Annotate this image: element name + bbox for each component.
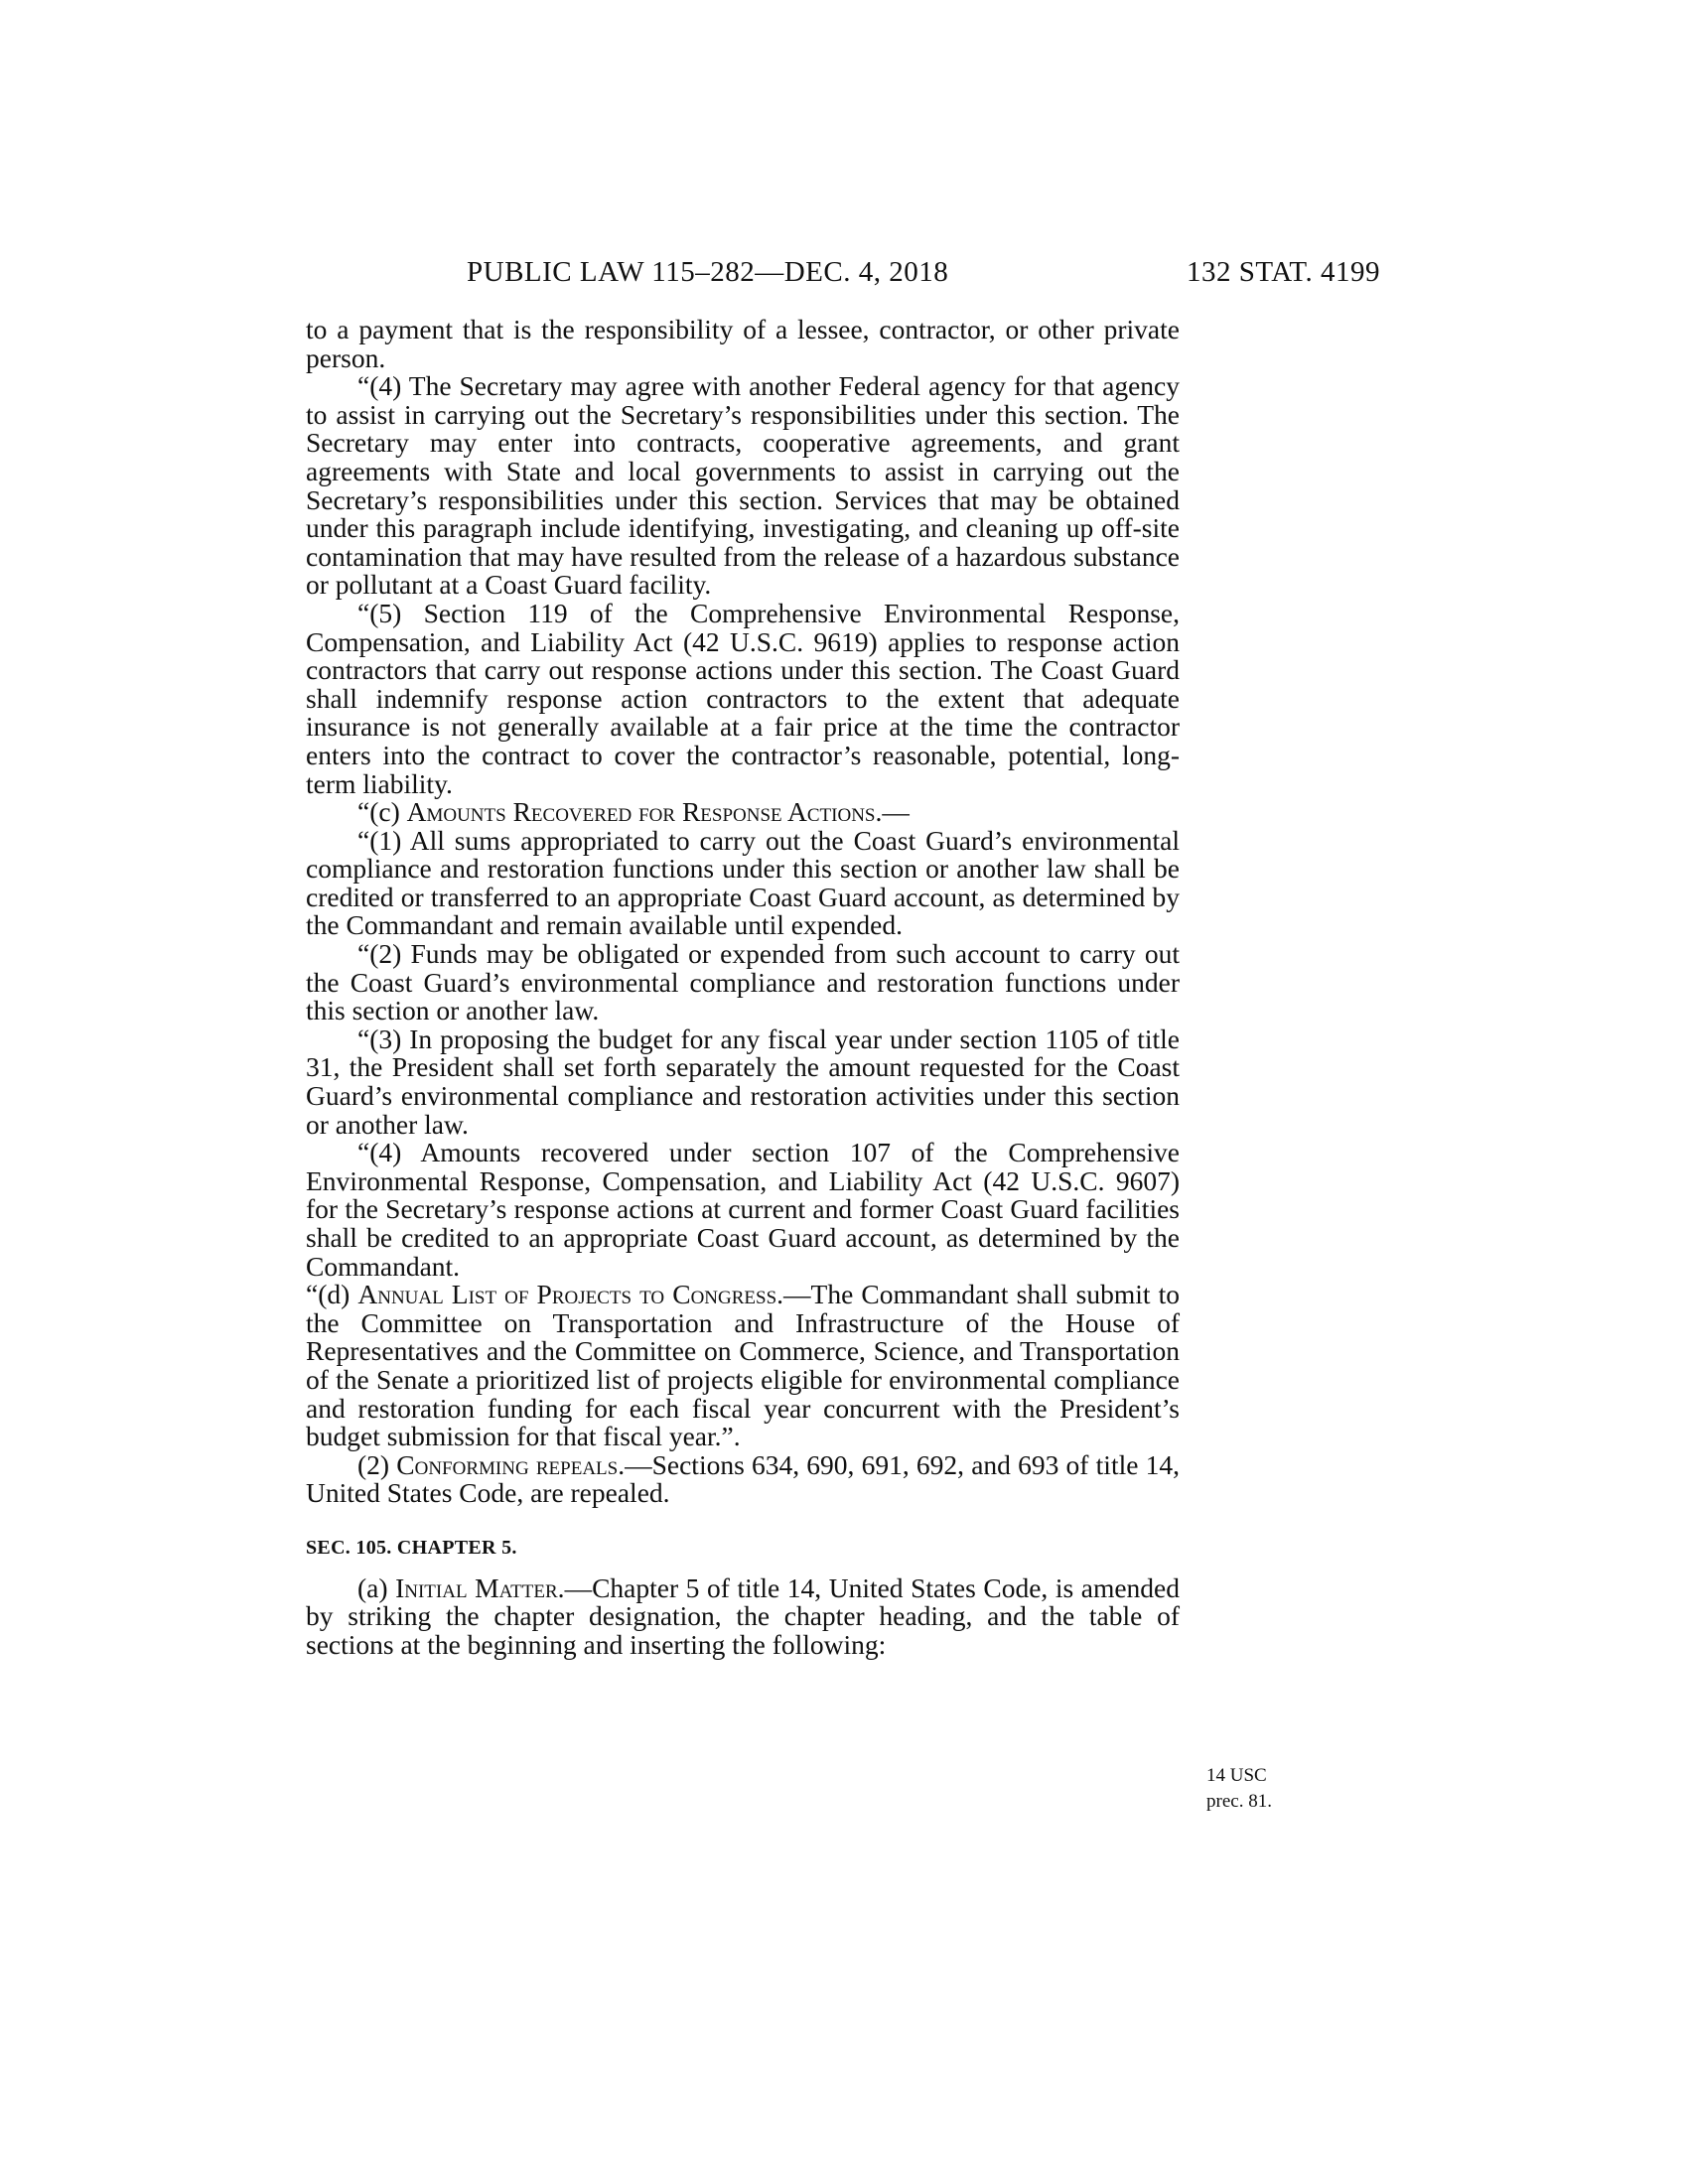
subsection-c-heading: “(c) Amounts Recovered for Response Actions.—	[357, 796, 910, 828]
paragraph-c4: “(4) Amounts recovered under section 107 of the Comprehensive Environmental Response, Compensation, and Liability Act (42 U.S.C. 9607) for the Secretary’s response actions at current and former Coast Guard facilities shall be credited to an appropriate Coast Guard account, as determined by the Commandant.	[306, 1137, 1180, 1282]
subsection-d: “(d) Annual List of Projects to Congress.—The Commandant shall submit to the Committee on Transportation and Infrastructure of the House of Representatives and the Committee on Commerce, Science, and Transportation of the Senate a prioritized list of projects eligible for environmental compliance and restoration funding for each fiscal year concurrent with the President’s budget submission for that fiscal year.”.	[306, 1279, 1180, 1452]
margin-note-line: prec. 81.	[1206, 1791, 1272, 1812]
paragraph-continuation: to a payment that is the responsibility of a lessee, contractor, or other private person.	[306, 314, 1180, 373]
paragraph-c1: “(1) All sums appropriated to carry out the Coast Guard’s environmental compliance and restoration functions under this section or another law shall be credited or transferred to an appropriate Coast Guard account, as determined by the Commandant and remain available until expended.	[306, 824, 1180, 941]
margin-note-line: 14 USC	[1206, 1765, 1267, 1786]
paragraph-b5: “(5) Section 119 of the Comprehensive Environmental Response, Compensation, and Liability Act (42 U.S.C. 9619) applies to response action contractors that carry out response actions under this section. The Coast Guard shall indemnify response action contractors to the extent that adequate insurance is not generally available at a fair price at the time the contractor enters into the contract to cover the contractor’s reasonable, potential, long-term liability.	[306, 597, 1180, 799]
paragraph-c2: “(2) Funds may be obligated or expended from such account to carry out the Coast Guard’s environmental compliance and restoration functions under this section or another law.	[306, 938, 1180, 1026]
header-title: PUBLIC LAW 115–282—DEC. 4, 2018	[467, 256, 949, 288]
header-stat-citation: 132 STAT. 4199	[1186, 256, 1380, 288]
document-body	[306, 316, 1180, 1659]
section-heading: SEC. 105. CHAPTER 5.	[306, 1536, 517, 1559]
paragraph-b4: “(4) The Secretary may agree with another Federal agency for that agency to assist in carrying out the Secretary’s responsibilities under this section. The Secretary may enter into contracts, cooperative agreements, and grant agreements with State and local governments to assist in carrying out the Secretary’s responsibilities under this section. Services that may be obtained under this paragraph include identifying, investigating, and cleaning up off-site contamination that may have resulted from the release of a hazardous substance or pollutant at a Coast Guard facility.	[306, 370, 1180, 601]
margin-citation-note	[1206, 1763, 1272, 1815]
page-header	[467, 256, 1380, 296]
paragraph-initial-matter: (a) Initial Matter.—Chapter 5 of title 14, United States Code, is amended by striking the chapter designation, the chapter heading, and the table of sections at the beginning and inserting the following:	[306, 1571, 1180, 1660]
paragraph-conforming-repeals: (2) Conforming repeals.—Sections 634, 690, 691, 692, and 693 of title 14, United States Code, are repealed.	[306, 1448, 1180, 1509]
paragraph-c3: “(3) In proposing the budget for any fiscal year under section 1105 of title 31, the President shall set forth separately the amount requested for the Coast Guard’s environmental compliance and restoration activities under this section or another law.	[306, 1023, 1180, 1140]
